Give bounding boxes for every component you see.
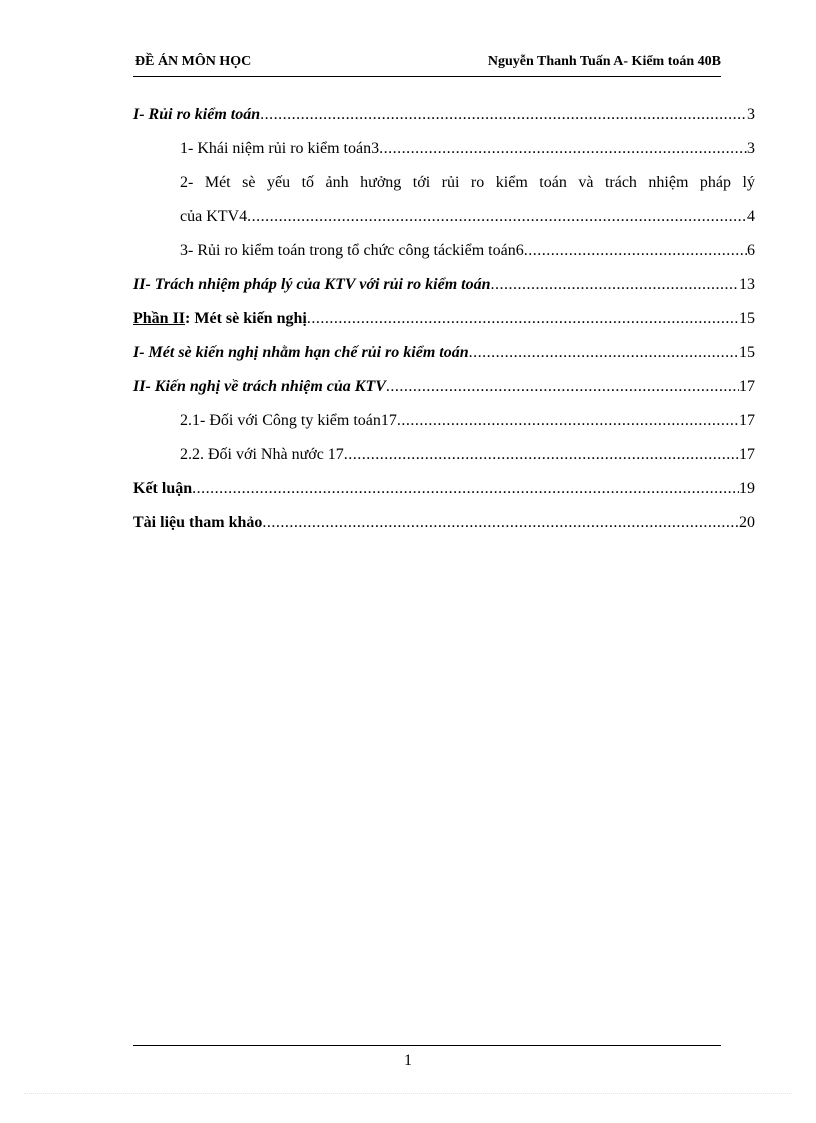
toc-entry-page: 3	[747, 140, 755, 157]
toc-entry-title: Kết luận	[133, 480, 193, 497]
toc-entry-title: 1- Khái niệm rủi ro kiểm toán3	[180, 140, 380, 157]
toc-leader-dots	[260, 98, 747, 132]
toc-leader-dots	[344, 438, 739, 472]
toc-leader-dots	[524, 234, 747, 268]
toc-entry[interactable]	[133, 268, 755, 302]
toc-entry[interactable]	[133, 98, 755, 132]
toc-leader-dots	[307, 302, 739, 336]
toc-entry-title: của KTV4	[180, 208, 248, 225]
toc-entry[interactable]	[133, 166, 755, 200]
toc-leader-dots	[247, 200, 747, 234]
toc-entry-title: Tài liệu tham khảo	[133, 514, 263, 531]
toc-entry-title: 2.1- Đối với Công ty kiểm toán17	[180, 412, 397, 429]
toc-entry[interactable]	[133, 404, 755, 438]
toc-leader-dots	[262, 506, 739, 540]
part-label: Phần II	[133, 310, 186, 327]
toc-entry-page: 15	[739, 310, 755, 327]
toc-entry-title: 2.2. Đối với Nhà nước 17	[180, 446, 344, 463]
part-title: : Mét sè kiến nghị	[185, 310, 307, 327]
toc-entry[interactable]	[133, 336, 755, 370]
toc-entry-page: 20	[739, 514, 755, 531]
header-author: Nguyễn Thanh Tuấn A- Kiểm toán 40B	[487, 54, 721, 69]
toc-entry-page: 13	[739, 276, 755, 293]
table-of-contents	[133, 98, 755, 540]
toc-entry-page: 17	[739, 378, 755, 395]
toc-entry-title: II- Trách nhiệm pháp lý của KTV với rủi ro kiểm toán	[133, 276, 491, 293]
toc-entry[interactable]	[133, 132, 755, 166]
page-header	[133, 52, 721, 77]
toc-entry-title	[133, 302, 307, 336]
toc-entry[interactable]	[133, 234, 755, 268]
toc-leader-dots	[469, 336, 739, 370]
toc-entry-page: 4	[747, 208, 755, 225]
toc-leader-dots	[192, 472, 739, 506]
toc-entry-page: 17	[739, 446, 755, 463]
toc-entry-title: I- Rủi ro kiểm toán	[133, 106, 261, 123]
toc-leader-dots	[491, 268, 739, 302]
page-number: 1	[404, 1052, 412, 1069]
toc-entry-title: II- Kiến nghị về trách nhiệm của KTV	[133, 378, 386, 395]
toc-entry[interactable]	[133, 506, 755, 540]
toc-entry-page: 19	[739, 480, 755, 497]
header-course-title: ĐỀ ÁN MÔN HỌC	[135, 54, 252, 69]
toc-leader-dots	[386, 370, 739, 404]
page-bottom-border	[24, 1093, 792, 1094]
toc-leader-dots	[379, 132, 747, 166]
toc-entry[interactable]	[133, 438, 755, 472]
toc-entry-page: 15	[739, 344, 755, 361]
toc-entry[interactable]	[133, 472, 755, 506]
toc-entry-page: 3	[747, 106, 755, 123]
toc-entry-continuation[interactable]	[133, 200, 755, 234]
footer-divider	[133, 1045, 721, 1046]
toc-entry-title: 3- Rủi ro kiểm toán trong tổ chức công táckiểm toán6	[180, 242, 524, 259]
toc-entry[interactable]	[133, 302, 755, 336]
toc-entry-title: I- Mét sè kiến nghị nhằm hạn chế rủi ro kiểm toán	[133, 344, 469, 361]
toc-entry[interactable]	[133, 370, 755, 404]
toc-entry-page: 6	[747, 242, 755, 259]
toc-entry-title: 2- Mét sè yếu tố ảnh hưởng tới rủi ro kiểm toán và trách nhiệm pháp lý	[180, 174, 755, 191]
toc-entry-page: 17	[739, 412, 755, 429]
toc-leader-dots	[397, 404, 739, 438]
